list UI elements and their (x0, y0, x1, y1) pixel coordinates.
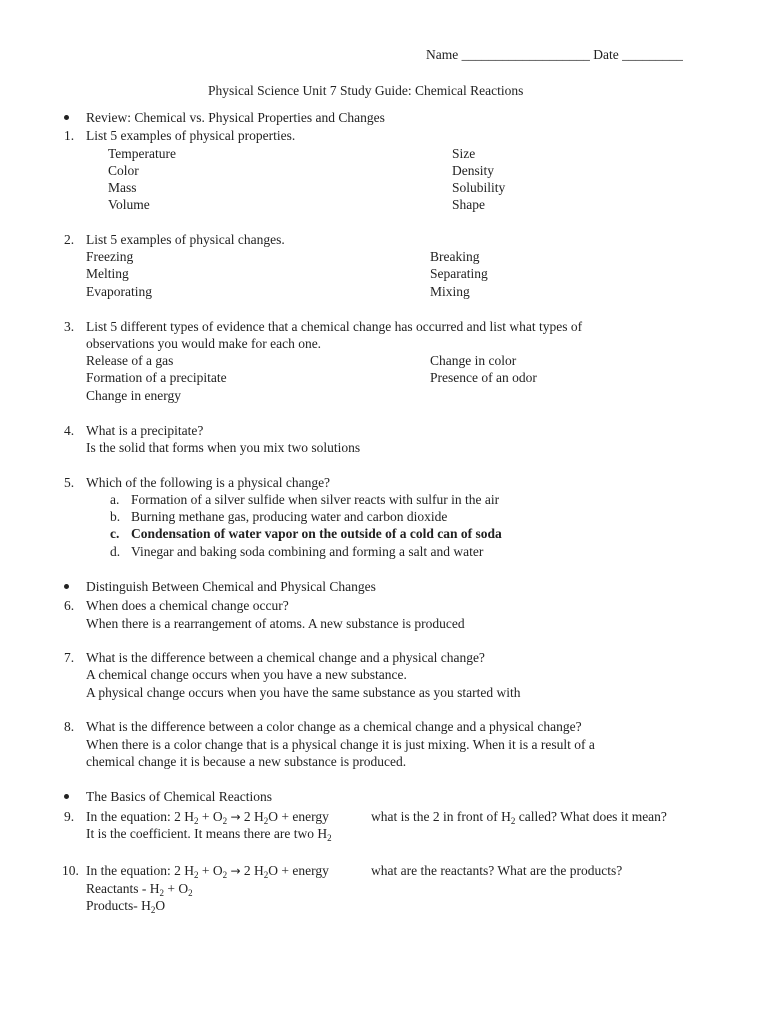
reactants-answer (86, 880, 193, 897)
question-number: 5. (64, 475, 75, 490)
section-heading: Distinguish Between Chemical and Physical Changes (86, 579, 376, 594)
answer-item: Mixing (430, 284, 470, 299)
subscript: 2 (193, 816, 199, 826)
subscript: 2 (263, 870, 269, 880)
bullet-icon (64, 794, 69, 799)
option-letter: d. (110, 544, 121, 559)
equation (86, 808, 329, 826)
answer-text: Is the solid that forms when you mix two solutions (86, 440, 361, 455)
arrow-right-icon: → (230, 810, 241, 824)
subscript: 2 (327, 833, 332, 843)
answer-item: Separating (430, 266, 488, 281)
question-number: 4. (64, 423, 75, 438)
answer-item: Presence of an odor (430, 370, 537, 385)
question-number: 1. (64, 128, 75, 143)
subscript: 2 (263, 816, 269, 826)
answer-text (86, 825, 332, 842)
answer-item: Change in energy (86, 388, 181, 403)
question-number: 10. (62, 863, 79, 878)
answer-text: When there is a color change that is a physical change it is just mixing. When it is a result of a (86, 737, 595, 752)
date-label: Date (593, 47, 619, 62)
answer-part: O (155, 898, 166, 913)
option-text: Burning methane gas, producing water and carbon dioxide (131, 509, 448, 524)
answer-item: Color (108, 163, 139, 178)
subscript: 2 (193, 870, 199, 880)
answer-item: Release of a gas (86, 353, 174, 368)
page-title: Physical Science Unit 7 Study Guide: Chemical Reactions (208, 83, 524, 98)
bullet-icon (64, 115, 69, 120)
subscript: 2 (159, 888, 164, 898)
question-text: When does a chemical change occur? (86, 598, 289, 613)
question-text: What is the difference between a color change as a chemical change and a physical change? (86, 719, 582, 734)
subscript: 2 (510, 816, 516, 826)
equation-text: + O (198, 863, 223, 878)
question-text: what are the reactants? What are the products? (371, 863, 623, 878)
section-heading: Review: Chemical vs. Physical Properties and Changes (86, 110, 385, 125)
answer-text: chemical change it is because a new substance is produced. (86, 754, 407, 769)
answer-item: Density (452, 163, 494, 178)
question-number: 9. (64, 809, 75, 824)
question-text (371, 808, 667, 825)
equation-text: 2 H (240, 809, 264, 824)
answer-part: Products- H (86, 898, 151, 913)
products-answer (86, 897, 165, 914)
option-text: Formation of a silver sulfide when silver reacts with sulfur in the air (131, 492, 500, 507)
question-number: 8. (64, 719, 75, 734)
question-part: what is the 2 in front of H (371, 809, 511, 824)
question-text: List 5 examples of physical changes. (86, 232, 285, 247)
question-text: List 5 different types of evidence that a chemical change has occurred and list what types of (86, 319, 583, 334)
question-text: observations you would make for each one. (86, 336, 322, 351)
subscript: 2 (222, 816, 228, 826)
question-text: Which of the following is a physical change? (86, 475, 331, 490)
question-number: 7. (64, 650, 75, 665)
arrow-right-icon: → (230, 864, 241, 878)
answer-part: It is the coefficient. It means there are two H (86, 826, 328, 841)
equation-text: In the equation: 2 H (86, 863, 194, 878)
answer-item: Formation of a precipitate (86, 370, 227, 385)
question-number: 2. (64, 232, 75, 247)
answer-item: Shape (452, 197, 485, 212)
name-label: Name (426, 47, 459, 62)
equation-text: In the equation: 2 H (86, 809, 194, 824)
option-letter-selected: c. (110, 526, 120, 541)
question-number: 6. (64, 598, 75, 613)
answer-part: + O (163, 881, 189, 896)
answer-text: A physical change occurs when you have the same substance as you started with (86, 685, 521, 700)
subscript: 2 (222, 870, 228, 880)
subscript: 2 (150, 905, 156, 915)
answer-item: Temperature (108, 146, 177, 161)
answer-item: Breaking (430, 249, 480, 264)
answer-item: Size (452, 146, 476, 161)
question-part: called? What does it mean? (515, 809, 667, 824)
subscript: 2 (188, 888, 193, 898)
section-heading: The Basics of Chemical Reactions (86, 789, 272, 804)
answer-text: A chemical change occurs when you have a new substance. (86, 667, 407, 682)
equation-text: 2 H (240, 863, 264, 878)
answer-item: Evaporating (86, 284, 152, 299)
question-text: List 5 examples of physical properties. (86, 128, 296, 143)
equation-text: O + energy (268, 809, 329, 824)
answer-item: Volume (108, 197, 150, 212)
answer-item: Freezing (86, 249, 134, 264)
option-text-selected: Condensation of water vapor on the outside of a cold can of soda (131, 526, 502, 541)
name-date-header (426, 46, 683, 63)
option-letter: a. (110, 492, 120, 507)
equation-text: O + energy (268, 863, 329, 878)
question-text: What is the difference between a chemical change and a physical change? (86, 650, 485, 665)
question-number: 3. (64, 319, 75, 334)
answer-text: When there is a rearrangement of atoms. A new substance is produced (86, 616, 465, 631)
equation (86, 862, 329, 880)
answer-item: Change in color (430, 353, 517, 368)
date-blank[interactable]: _________ (622, 47, 683, 62)
answer-item: Melting (86, 266, 129, 281)
option-text: Vinegar and baking soda combining and forming a salt and water (131, 544, 484, 559)
option-letter: b. (110, 509, 121, 524)
name-blank[interactable]: ___________________ (461, 47, 590, 62)
answer-item: Mass (108, 180, 137, 195)
answer-item: Solubility (452, 180, 506, 195)
equation-text: + O (198, 809, 223, 824)
question-text: What is a precipitate? (86, 423, 204, 438)
bullet-icon (64, 584, 69, 589)
answer-part: Reactants - H (86, 881, 160, 896)
